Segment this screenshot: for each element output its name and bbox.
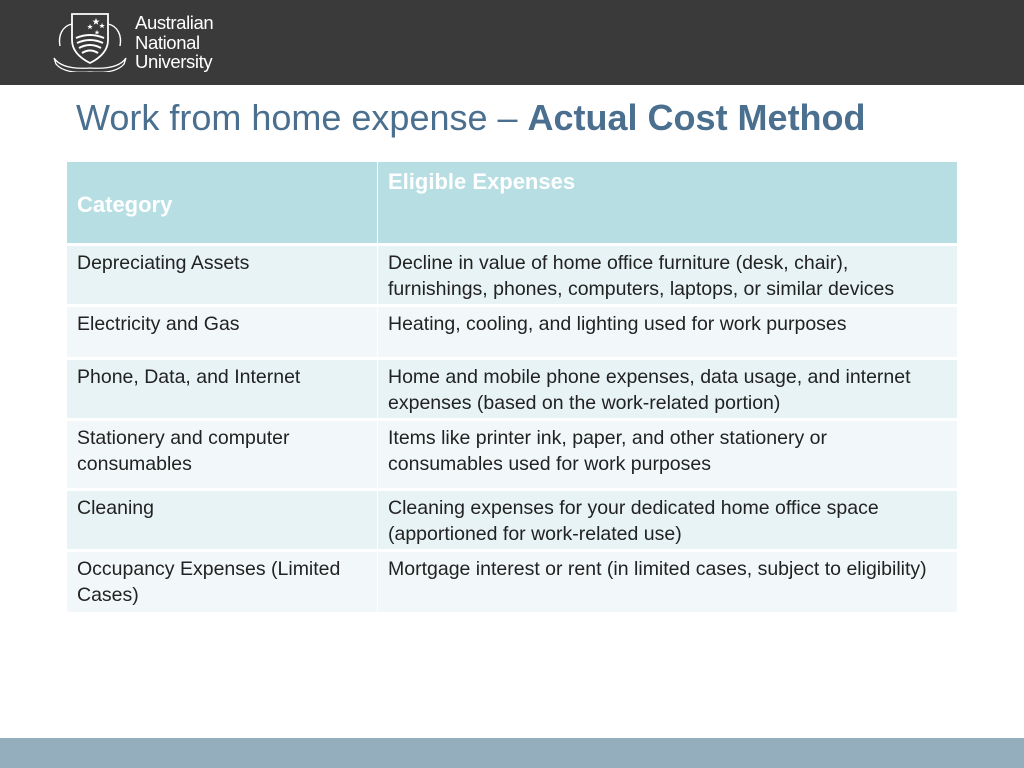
header-bar xyxy=(0,0,1024,85)
footer-bar xyxy=(0,738,1024,768)
header-eligible-expenses: Eligible Expenses xyxy=(378,162,958,245)
category-cell: Electricity and Gas xyxy=(67,306,378,359)
wordmark-line: University xyxy=(135,51,213,72)
table-row xyxy=(67,551,958,612)
table-row xyxy=(67,359,958,420)
table-row xyxy=(67,245,958,306)
wordmark-line: National xyxy=(135,31,200,53)
slide-title xyxy=(76,95,866,141)
expense-cell: Items like printer ink, paper, and other stationery or consumables used for work purposes xyxy=(378,420,958,490)
table-row xyxy=(67,490,958,551)
table-header-row xyxy=(67,162,958,245)
category-cell: Occupancy Expenses (Limited Cases) xyxy=(67,551,378,612)
expenses-table xyxy=(66,161,958,612)
slide-title-bold: Actual Cost Method xyxy=(527,97,866,138)
header-category: Category xyxy=(67,162,378,245)
table-row xyxy=(67,306,958,359)
expense-cell: Cleaning expenses for your dedicated home office space (apportioned for work-related use) xyxy=(378,490,958,551)
expense-cell: Decline in value of home office furniture (desk, chair), furnishings, phones, computers, laptops, or similar devices xyxy=(378,245,958,306)
wordmark-line: Australian xyxy=(135,12,214,33)
category-cell: Cleaning xyxy=(67,490,378,551)
category-cell: Depreciating Assets xyxy=(67,245,378,306)
university-wordmark xyxy=(135,13,213,72)
expense-cell: Heating, cooling, and lighting used for work purposes xyxy=(378,306,958,359)
category-cell: Stationery and computer consumables xyxy=(67,420,378,490)
expense-cell: Mortgage interest or rent (in limited cases, subject to eligibility) xyxy=(378,551,958,612)
expense-cell: Home and mobile phone expenses, data usage, and internet expenses (based on the work-related portion) xyxy=(378,359,958,420)
table-row xyxy=(67,420,958,490)
category-cell: Phone, Data, and Internet xyxy=(67,359,378,420)
slide-title-regular: Work from home expense – xyxy=(76,97,528,138)
anu-crest-icon xyxy=(52,12,128,72)
